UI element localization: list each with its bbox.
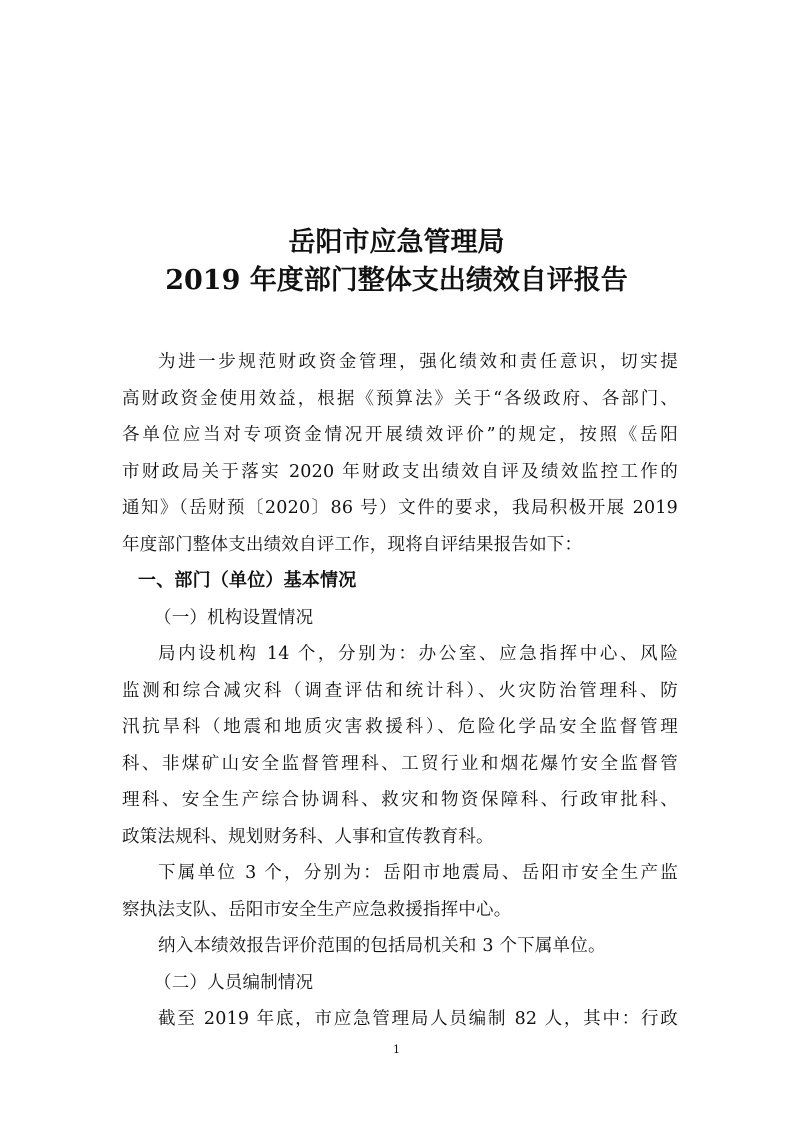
body-line: 下属单位 3 个，分别为：岳阳市地震局、岳阳市安全生产监 — [158, 863, 678, 883]
document-body — [122, 344, 678, 1038]
body-line: 理科、安全生产综合协调科、救灾和物资保障科、行政审批科、 — [122, 790, 678, 810]
body-line: 科、非煤矿山安全监督管理科、工贸行业和烟花爆竹安全监督管 — [122, 753, 678, 774]
body-line: 高财政资金使用效益，根据《预算法》关于“各级政府、各部门、 — [122, 388, 678, 409]
body-line: 市财政局关于落实 2020 年财政支出绩效自评及绩效监控工作的 — [122, 461, 678, 482]
document-title-line-2: 2019 年度部门整体支出绩效自评报告 — [165, 265, 628, 296]
body-line: 局内设机构 14 个，分别为：办公室、应急指挥中心、风险 — [158, 644, 678, 664]
page-number: 1 — [393, 1043, 400, 1056]
body-line: 年度部门整体支出绩效自评工作，现将自评结果报告如下： — [122, 534, 583, 555]
body-line: 汛抗旱科（地震和地质灾害救援科）、危险化学品安全监督管理 — [122, 717, 678, 737]
body-line: 政策法规科、规划财务科、人事和宣传教育科。 — [122, 826, 494, 847]
body-line: 为进一步规范财政资金管理，强化绩效和责任意识，切实提 — [158, 352, 678, 372]
section-heading: 一、部门（单位）基本情况 — [138, 570, 357, 591]
body-line: 监测和综合减灾科（调查评估和统计科）、火灾防治管理科、防 — [122, 680, 678, 701]
subsection-heading: （二）人员编制情况 — [154, 972, 314, 993]
body-line: 各单位应当对专项资金情况开展绩效评价”的规定，按照《岳阳 — [122, 425, 678, 445]
body-line: 察执法支队、岳阳市安全生产应急救援指挥中心。 — [122, 899, 512, 920]
body-line: 截至 2019 年底，市应急管理局人员编制 82 人，其中：行政 — [158, 1009, 678, 1029]
body-line: 通知》（岳财预〔2020〕86 号）文件的要求，我局积极开展 2019 — [122, 498, 678, 518]
document-title-line-1: 岳阳市应急管理局 — [288, 227, 505, 258]
subsection-heading: （一）机构设置情况 — [154, 607, 314, 628]
body-line: 纳入本绩效报告评价范围的包括局机关和 3 个下属单位。 — [158, 936, 606, 956]
